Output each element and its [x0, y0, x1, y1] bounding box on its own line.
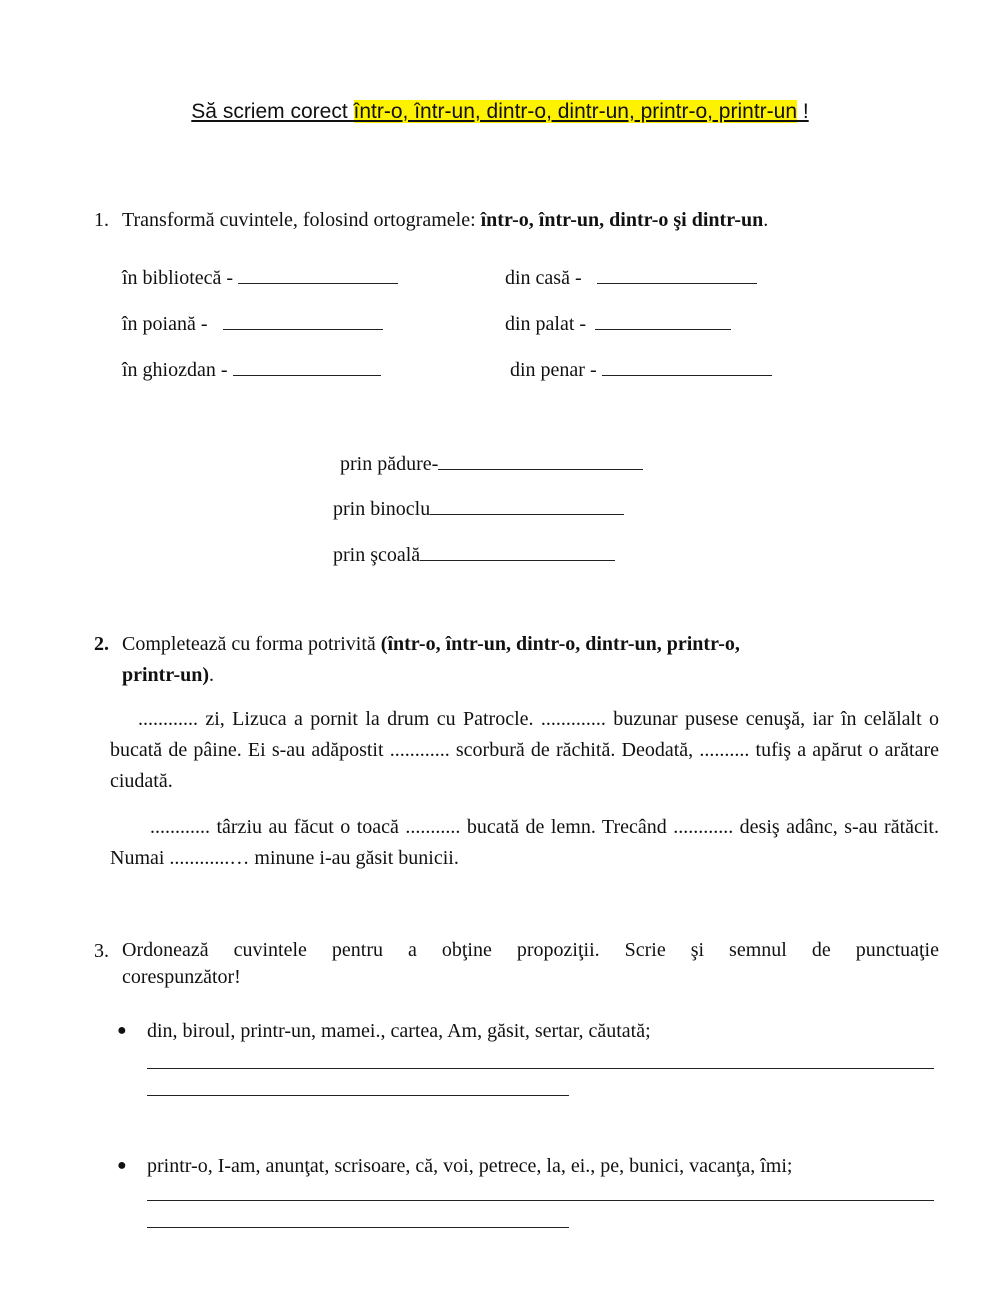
- answer-blank[interactable]: [420, 540, 615, 561]
- item-label: prin şcoală: [333, 544, 421, 566]
- exercise-item: [333, 494, 624, 521]
- section3-instruction-line1: Ordonează cuvintele pentru a obţine propoziţii. Scrie şi semnul de punctuaţie: [122, 939, 939, 961]
- section2-number: 2.: [94, 633, 109, 655]
- item-label: în bibliotecă -: [122, 267, 234, 289]
- exercise-item: [122, 309, 383, 336]
- exercise-item: [510, 355, 772, 382]
- answer-line[interactable]: [147, 1200, 934, 1201]
- title-suffix: !: [797, 100, 809, 123]
- title-highlight: într-o, într-un, dintr-o, dintr-un, printr-o, printr-un: [353, 100, 798, 123]
- item-label: prin binoclu: [333, 498, 431, 520]
- item-label: din penar -: [510, 359, 597, 381]
- item-label: din palat -: [505, 313, 587, 335]
- answer-blank[interactable]: [238, 263, 398, 284]
- bullet-icon: ●: [117, 1157, 127, 1174]
- section2-instruction-end: .: [209, 664, 215, 686]
- fill-in-paragraph-1: ............ zi, Lizuca a pornit la drum cu Patrocle. ............. buzunar pusese cenuşă, iar în celălalt o bucată de pâine. Ei s-au adăpostit ............ scorbură de răchită. Deodată, .......... tufiş a apărut o arătare ciudată.: [110, 708, 939, 792]
- answer-blank[interactable]: [597, 263, 757, 284]
- item-label: prin pădure-: [340, 453, 439, 475]
- exercise-item: [122, 355, 381, 382]
- title-prefix: Să scriem corect: [191, 100, 354, 123]
- section1-instruction: [122, 209, 768, 232]
- fill-in-paragraph-2: ............ târziu au făcut o toacă ........... bucată de lemn. Trecând ............ desiş adânc, s-au rătăcit. Numai ............… minune i-au găsit bunicii.: [110, 816, 939, 869]
- scrambled-words-1: din, biroul, printr-un, mamei., cartea, Am, găsit, sertar, căutată;: [147, 1020, 651, 1042]
- section1-number: 1.: [94, 209, 109, 231]
- item-label: în ghiozdan -: [122, 359, 228, 381]
- item-label: în poiană -: [122, 313, 208, 335]
- answer-blank[interactable]: [430, 494, 624, 515]
- section1-instruction-text: Transformă cuvintele, folosind ortogramele:: [122, 209, 481, 231]
- answer-line[interactable]: [147, 1068, 934, 1069]
- answer-line[interactable]: [147, 1095, 569, 1096]
- bullet-icon: ●: [117, 1022, 127, 1039]
- answer-blank[interactable]: [602, 355, 772, 376]
- section1-instruction-end: .: [763, 209, 769, 231]
- section1-instruction-bold: într-o, într-un, dintr-o şi dintr-un: [480, 209, 764, 231]
- exercise-item: [505, 309, 731, 336]
- worksheet-title: [0, 100, 1000, 124]
- answer-line[interactable]: [147, 1227, 569, 1228]
- section2-instruction-text: Completează cu forma potrivită: [122, 633, 381, 655]
- item-label: din casă -: [505, 267, 582, 289]
- exercise-item: [505, 263, 757, 290]
- section2-instruction-bold: (într-o, într-un, dintr-o, dintr-un, printr-o,: [380, 633, 740, 655]
- answer-blank[interactable]: [438, 449, 643, 470]
- section3-instruction-line2: corespunzător!: [122, 966, 241, 988]
- answer-blank[interactable]: [223, 309, 383, 330]
- exercise-item: [340, 449, 643, 476]
- section2-instruction-line2: [122, 664, 214, 687]
- exercise-item: [122, 263, 398, 290]
- answer-blank[interactable]: [233, 355, 381, 376]
- section3-number: 3.: [94, 940, 109, 962]
- scrambled-words-2: printr-o, I-am, anunţat, scrisoare, că, voi, petrece, la, ei., pe, bunici, vacanţa, îmi;: [147, 1155, 793, 1177]
- section2-instruction-line1: [122, 633, 740, 656]
- answer-blank[interactable]: [595, 309, 731, 330]
- section2-instruction-bold2: printr-un): [122, 664, 210, 686]
- exercise-item: [333, 540, 615, 567]
